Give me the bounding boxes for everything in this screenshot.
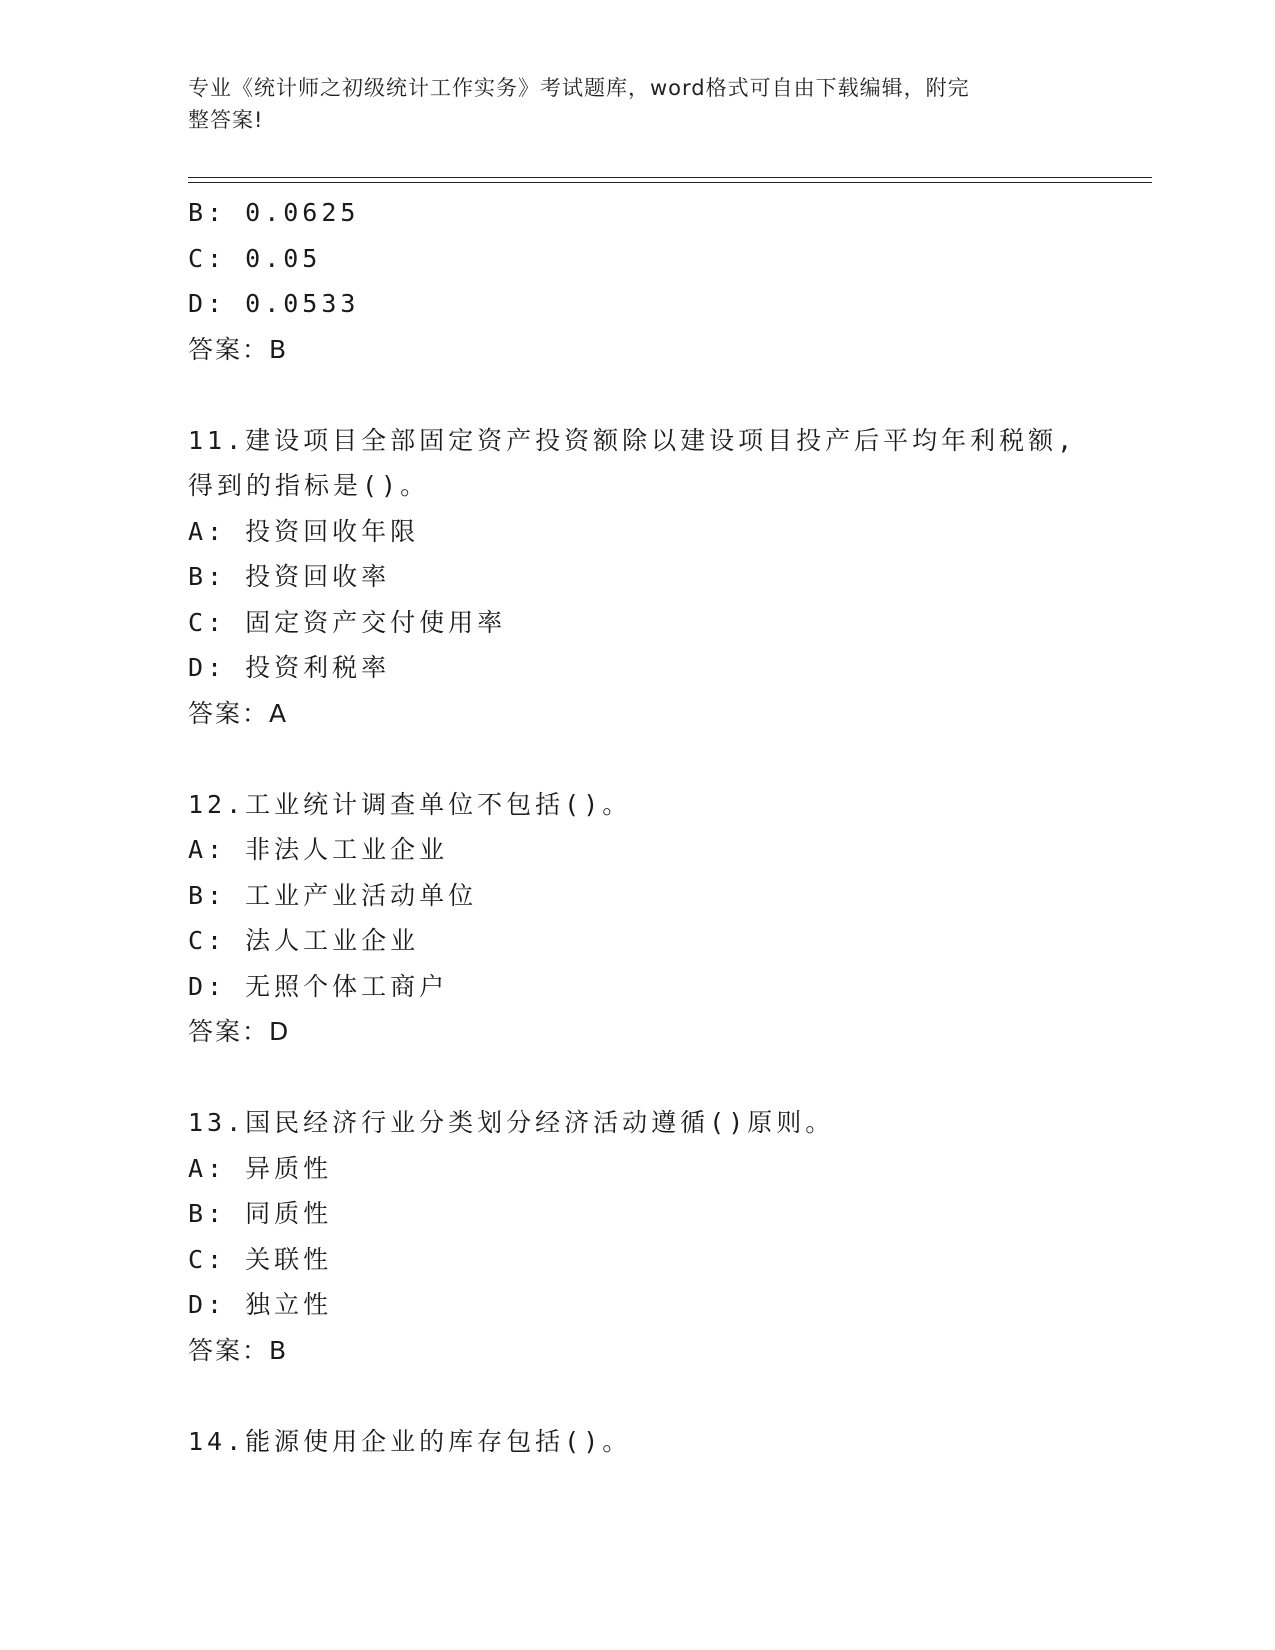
question-block-13 xyxy=(188,1100,1148,1373)
option-b: B: 同质性 xyxy=(188,1199,333,1228)
header-divider-top xyxy=(188,177,1152,178)
question-stem: 12.工业统计调查单位不包括()。 xyxy=(188,789,632,819)
header-line-2: 整答案! xyxy=(188,108,264,132)
document-header xyxy=(188,72,1068,136)
answer-label: 答案：B xyxy=(188,1335,289,1365)
option-d: D: 无照个体工商户 xyxy=(188,971,449,1001)
option-d: D: 0.0533 xyxy=(188,289,360,318)
option-c: C: 固定资产交付使用率 xyxy=(188,607,507,637)
question-stem: 14.能源使用企业的库存包括()。 xyxy=(188,1426,632,1456)
option-a: A: 投资回收年限 xyxy=(188,516,420,546)
spacer xyxy=(188,1373,1148,1419)
answer-label: 答案：A xyxy=(188,698,289,728)
question-stem: 13.国民经济行业分类划分经济活动遵循()原则。 xyxy=(188,1108,835,1137)
question-block-14 xyxy=(188,1419,1148,1465)
spacer xyxy=(188,736,1148,782)
option-c: C: 法人工业企业 xyxy=(188,926,420,955)
question-block-12 xyxy=(188,782,1148,1055)
answer-label: 答案：D xyxy=(188,1017,291,1046)
option-b: B: 0.0625 xyxy=(188,198,360,227)
answer-label: 答案：B xyxy=(188,334,289,364)
option-b: B: 工业产业活动单位 xyxy=(188,880,478,910)
option-d: D: 投资利税率 xyxy=(188,653,391,682)
question-stem-continued: 得到的指标是()。 xyxy=(188,471,430,500)
option-a: A: 非法人工业企业 xyxy=(188,835,449,864)
option-a: A: 异质性 xyxy=(188,1153,333,1183)
option-c: C: 0.05 xyxy=(188,243,322,273)
question-stem: 11.建设项目全部固定资产投资额除以建设项目投产后平均年利税额, xyxy=(188,425,1077,455)
option-c: C: 关联性 xyxy=(188,1244,333,1274)
question-block-prev xyxy=(188,190,1148,372)
option-b: B: 投资回收率 xyxy=(188,562,391,591)
spacer xyxy=(188,1055,1148,1101)
header-line-1: 专业《统计师之初级统计工作实务》考试题库，word格式可自由下载编辑，附完 xyxy=(188,76,970,100)
question-list xyxy=(188,190,1148,1464)
option-d: D: 独立性 xyxy=(188,1290,333,1319)
question-block-11 xyxy=(188,418,1148,737)
header-divider-bottom xyxy=(188,182,1152,183)
spacer xyxy=(188,372,1148,418)
